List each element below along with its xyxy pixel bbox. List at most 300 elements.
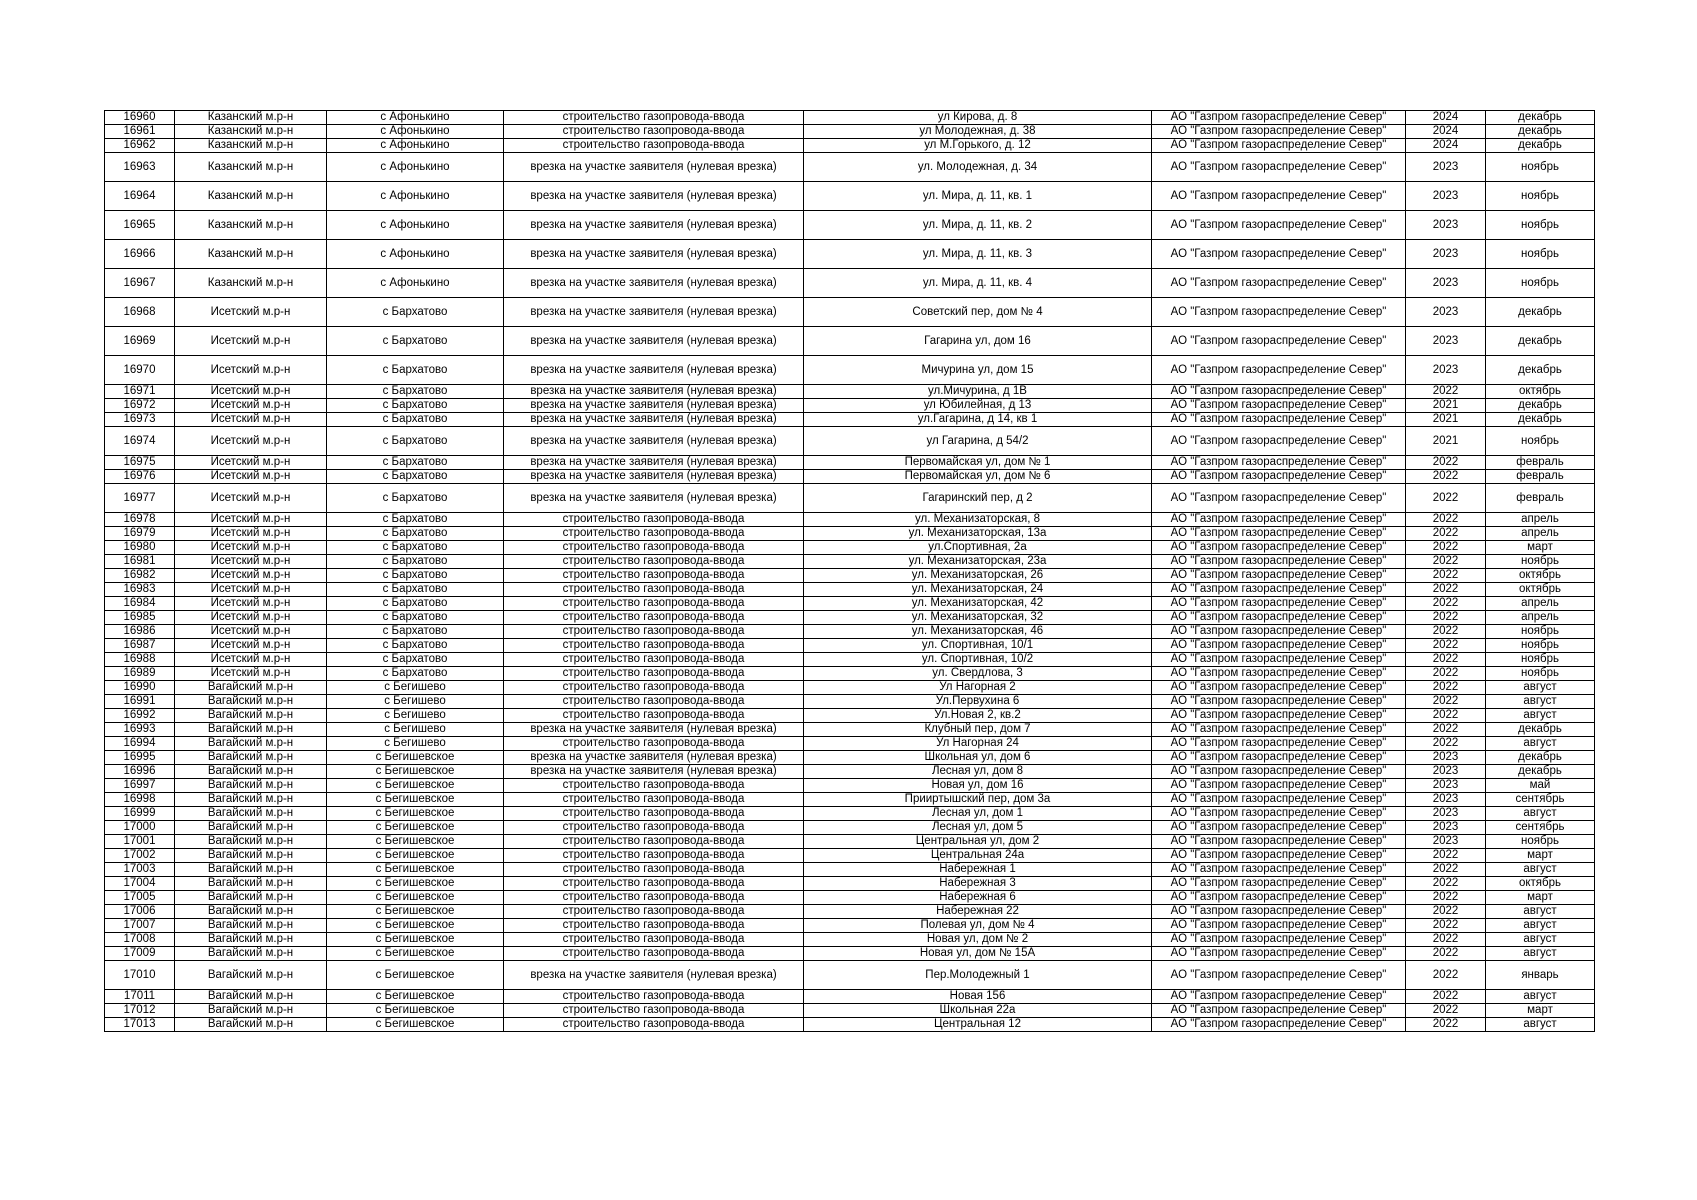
cell-month: декабрь [1486, 356, 1595, 385]
cell-settlement: с Бегишевское [327, 877, 504, 891]
cell-address: ул. Мира, д. 11, кв. 3 [804, 240, 1152, 269]
cell-address: Гагаринский пер, д 2 [804, 484, 1152, 513]
cell-organization: АО "Газпром газораспределение Север" [1152, 569, 1406, 583]
cell-year: 2022 [1406, 569, 1486, 583]
cell-number: 16990 [105, 681, 175, 695]
cell-year: 2022 [1406, 611, 1486, 625]
cell-address: Прииртышский пер, дом 3а [804, 793, 1152, 807]
cell-month: декабрь [1486, 399, 1595, 413]
cell-settlement: с Бархатово [327, 541, 504, 555]
cell-organization: АО "Газпром газораспределение Север" [1152, 597, 1406, 611]
cell-organization: АО "Газпром газораспределение Север" [1152, 990, 1406, 1004]
cell-district: Исетский м.р-н [175, 399, 327, 413]
cell-organization: АО "Газпром газораспределение Север" [1152, 139, 1406, 153]
cell-month: ноябрь [1486, 555, 1595, 569]
cell-month: январь [1486, 961, 1595, 990]
cell-district: Вагайский м.р-н [175, 877, 327, 891]
cell-organization: АО "Газпром газораспределение Север" [1152, 779, 1406, 793]
table-row [105, 470, 1595, 484]
cell-work-type: строительство газопровода-ввода [504, 541, 804, 555]
cell-number: 16973 [105, 413, 175, 427]
cell-work-type: строительство газопровода-ввода [504, 125, 804, 139]
cell-month: август [1486, 990, 1595, 1004]
table-row [105, 456, 1595, 470]
cell-settlement: с Бегишевское [327, 863, 504, 877]
cell-settlement: с Бегишевское [327, 947, 504, 961]
cell-address: ул.Мичурина, д 1В [804, 385, 1152, 399]
cell-year: 2021 [1406, 399, 1486, 413]
cell-settlement: с Бархатово [327, 356, 504, 385]
cell-number: 16992 [105, 709, 175, 723]
cell-work-type: строительство газопровода-ввода [504, 821, 804, 835]
cell-organization: АО "Газпром газораспределение Север" [1152, 639, 1406, 653]
cell-year: 2022 [1406, 385, 1486, 399]
cell-organization: АО "Газпром газораспределение Север" [1152, 583, 1406, 597]
cell-work-type: строительство газопровода-ввода [504, 555, 804, 569]
cell-number: 16974 [105, 427, 175, 456]
cell-organization: АО "Газпром газораспределение Север" [1152, 751, 1406, 765]
table-row [105, 779, 1595, 793]
cell-organization: АО "Газпром газораспределение Север" [1152, 793, 1406, 807]
cell-month: ноябрь [1486, 240, 1595, 269]
cell-work-type: строительство газопровода-ввода [504, 919, 804, 933]
table-row [105, 877, 1595, 891]
cell-year: 2022 [1406, 723, 1486, 737]
cell-number: 16972 [105, 399, 175, 413]
cell-settlement: с Афонькино [327, 111, 504, 125]
cell-year: 2021 [1406, 427, 1486, 456]
cell-organization: АО "Газпром газораспределение Север" [1152, 765, 1406, 779]
cell-work-type: строительство газопровода-ввода [504, 709, 804, 723]
cell-year: 2022 [1406, 737, 1486, 751]
cell-address: Первомайская ул, дом № 6 [804, 470, 1152, 484]
cell-address: ул.Спортивная, 2а [804, 541, 1152, 555]
cell-settlement: с Бархатово [327, 555, 504, 569]
cell-number: 16980 [105, 541, 175, 555]
cell-number: 16991 [105, 695, 175, 709]
cell-settlement: с Бегишевское [327, 1018, 504, 1032]
cell-district: Вагайский м.р-н [175, 821, 327, 835]
cell-address: ул. Механизаторская, 13а [804, 527, 1152, 541]
table-row [105, 356, 1595, 385]
cell-settlement: с Бегишевское [327, 1004, 504, 1018]
cell-settlement: с Афонькино [327, 125, 504, 139]
cell-number: 16982 [105, 569, 175, 583]
cell-settlement: с Бегишевское [327, 990, 504, 1004]
cell-district: Казанский м.р-н [175, 211, 327, 240]
cell-number: 16969 [105, 327, 175, 356]
cell-address: ул. Механизаторская, 8 [804, 513, 1152, 527]
cell-year: 2022 [1406, 933, 1486, 947]
cell-organization: АО "Газпром газораспределение Север" [1152, 327, 1406, 356]
cell-settlement: с Бегишевское [327, 919, 504, 933]
cell-district: Исетский м.р-н [175, 541, 327, 555]
cell-organization: АО "Газпром газораспределение Север" [1152, 399, 1406, 413]
cell-year: 2022 [1406, 877, 1486, 891]
cell-work-type: строительство газопровода-ввода [504, 625, 804, 639]
cell-month: октябрь [1486, 583, 1595, 597]
cell-work-type: строительство газопровода-ввода [504, 695, 804, 709]
cell-settlement: с Бархатово [327, 327, 504, 356]
cell-address: Школьная 22а [804, 1004, 1152, 1018]
cell-organization: АО "Газпром газораспределение Север" [1152, 961, 1406, 990]
cell-settlement: с Афонькино [327, 269, 504, 298]
cell-month: декабрь [1486, 298, 1595, 327]
cell-number: 16998 [105, 793, 175, 807]
cell-number: 17000 [105, 821, 175, 835]
table-row [105, 385, 1595, 399]
cell-year: 2023 [1406, 356, 1486, 385]
cell-work-type: строительство газопровода-ввода [504, 807, 804, 821]
cell-organization: АО "Газпром газораспределение Север" [1152, 877, 1406, 891]
cell-settlement: с Бегишевское [327, 891, 504, 905]
cell-work-type: строительство газопровода-ввода [504, 111, 804, 125]
cell-organization: АО "Газпром газораспределение Север" [1152, 737, 1406, 751]
table-row [105, 947, 1595, 961]
cell-month: октябрь [1486, 877, 1595, 891]
cell-settlement: с Бегишево [327, 681, 504, 695]
cell-month: апрель [1486, 597, 1595, 611]
cell-district: Исетский м.р-н [175, 427, 327, 456]
cell-number: 16975 [105, 456, 175, 470]
cell-work-type: строительство газопровода-ввода [504, 835, 804, 849]
cell-work-type: врезка на участке заявителя (нулевая врезка) [504, 456, 804, 470]
table-row [105, 863, 1595, 877]
cell-organization: АО "Газпром газораспределение Север" [1152, 821, 1406, 835]
cell-organization: АО "Газпром газораспределение Север" [1152, 541, 1406, 555]
table-row [105, 681, 1595, 695]
table-row [105, 653, 1595, 667]
cell-address: Гагарина ул, дом 16 [804, 327, 1152, 356]
cell-work-type: строительство газопровода-ввода [504, 863, 804, 877]
cell-settlement: с Бархатово [327, 625, 504, 639]
cell-month: декабрь [1486, 723, 1595, 737]
cell-year: 2022 [1406, 961, 1486, 990]
cell-organization: АО "Газпром газораспределение Север" [1152, 863, 1406, 877]
table-row [105, 611, 1595, 625]
cell-address: Лесная ул, дом 1 [804, 807, 1152, 821]
cell-number: 16965 [105, 211, 175, 240]
cell-organization: АО "Газпром газораспределение Север" [1152, 625, 1406, 639]
cell-number: 16971 [105, 385, 175, 399]
cell-month: сентябрь [1486, 793, 1595, 807]
cell-year: 2023 [1406, 835, 1486, 849]
cell-organization: АО "Газпром газораспределение Север" [1152, 933, 1406, 947]
cell-district: Вагайский м.р-н [175, 779, 327, 793]
cell-settlement: с Бегишево [327, 709, 504, 723]
cell-district: Исетский м.р-н [175, 583, 327, 597]
cell-number: 17010 [105, 961, 175, 990]
cell-district: Исетский м.р-н [175, 597, 327, 611]
cell-address: Ул Нагорная 24 [804, 737, 1152, 751]
cell-organization: АО "Газпром газораспределение Север" [1152, 470, 1406, 484]
cell-work-type: строительство газопровода-ввода [504, 849, 804, 863]
cell-year: 2022 [1406, 891, 1486, 905]
cell-organization: АО "Газпром газораспределение Север" [1152, 527, 1406, 541]
cell-year: 2021 [1406, 413, 1486, 427]
cell-year: 2022 [1406, 527, 1486, 541]
cell-address: ул. Спортивная, 10/2 [804, 653, 1152, 667]
cell-settlement: с Бархатово [327, 583, 504, 597]
cell-number: 16997 [105, 779, 175, 793]
cell-number: 16961 [105, 125, 175, 139]
cell-work-type: врезка на участке заявителя (нулевая врезка) [504, 399, 804, 413]
cell-settlement: с Афонькино [327, 240, 504, 269]
cell-month: декабрь [1486, 327, 1595, 356]
cell-month: ноябрь [1486, 625, 1595, 639]
cell-address: ул. Свердлова, 3 [804, 667, 1152, 681]
cell-organization: АО "Газпром газораспределение Север" [1152, 681, 1406, 695]
table-row [105, 597, 1595, 611]
cell-address: Набережная 1 [804, 863, 1152, 877]
cell-district: Исетский м.р-н [175, 653, 327, 667]
cell-district: Вагайский м.р-н [175, 919, 327, 933]
cell-month: ноябрь [1486, 211, 1595, 240]
cell-settlement: с Бархатово [327, 597, 504, 611]
cell-month: март [1486, 1004, 1595, 1018]
cell-work-type: строительство газопровода-ввода [504, 877, 804, 891]
cell-settlement: с Бегишевское [327, 849, 504, 863]
table-row [105, 153, 1595, 182]
cell-address: Центральная ул, дом 2 [804, 835, 1152, 849]
cell-year: 2023 [1406, 807, 1486, 821]
cell-district: Исетский м.р-н [175, 555, 327, 569]
cell-year: 2022 [1406, 863, 1486, 877]
cell-settlement: с Афонькино [327, 182, 504, 211]
cell-month: август [1486, 807, 1595, 821]
cell-month: ноябрь [1486, 269, 1595, 298]
cell-month: май [1486, 779, 1595, 793]
cell-number: 16988 [105, 653, 175, 667]
cell-settlement: с Афонькино [327, 139, 504, 153]
cell-address: Центральная 24а [804, 849, 1152, 863]
cell-district: Исетский м.р-н [175, 470, 327, 484]
cell-district: Вагайский м.р-н [175, 947, 327, 961]
cell-work-type: врезка на участке заявителя (нулевая врезка) [504, 961, 804, 990]
cell-year: 2022 [1406, 905, 1486, 919]
cell-address: ул. Механизаторская, 24 [804, 583, 1152, 597]
cell-organization: АО "Газпром газораспределение Север" [1152, 427, 1406, 456]
cell-year: 2024 [1406, 125, 1486, 139]
cell-month: ноябрь [1486, 153, 1595, 182]
cell-organization: АО "Газпром газораспределение Север" [1152, 667, 1406, 681]
cell-address: ул М.Горького, д. 12 [804, 139, 1152, 153]
cell-work-type: врезка на участке заявителя (нулевая врезка) [504, 182, 804, 211]
cell-month: декабрь [1486, 111, 1595, 125]
table-row [105, 891, 1595, 905]
cell-month: август [1486, 695, 1595, 709]
cell-number: 16968 [105, 298, 175, 327]
cell-settlement: с Афонькино [327, 211, 504, 240]
cell-month: ноябрь [1486, 639, 1595, 653]
cell-organization: АО "Газпром газораспределение Север" [1152, 891, 1406, 905]
cell-month: август [1486, 905, 1595, 919]
cell-month: март [1486, 891, 1595, 905]
cell-address: Первомайская ул, дом № 1 [804, 456, 1152, 470]
cell-year: 2022 [1406, 667, 1486, 681]
cell-district: Вагайский м.р-н [175, 990, 327, 1004]
cell-district: Казанский м.р-н [175, 153, 327, 182]
cell-year: 2022 [1406, 919, 1486, 933]
cell-district: Казанский м.р-н [175, 240, 327, 269]
cell-settlement: с Бегишево [327, 695, 504, 709]
cell-year: 2022 [1406, 1018, 1486, 1032]
table-row [105, 919, 1595, 933]
cell-organization: АО "Газпром газораспределение Север" [1152, 1018, 1406, 1032]
cell-work-type: врезка на участке заявителя (нулевая врезка) [504, 211, 804, 240]
cell-number: 16978 [105, 513, 175, 527]
cell-month: октябрь [1486, 569, 1595, 583]
cell-work-type: врезка на участке заявителя (нулевая врезка) [504, 427, 804, 456]
cell-organization: АО "Газпром газораспределение Север" [1152, 385, 1406, 399]
table-row [105, 1004, 1595, 1018]
cell-settlement: с Бегишевское [327, 779, 504, 793]
cell-work-type: врезка на участке заявителя (нулевая врезка) [504, 751, 804, 765]
cell-district: Исетский м.р-н [175, 527, 327, 541]
cell-number: 16987 [105, 639, 175, 653]
cell-address: Полевая ул, дом № 4 [804, 919, 1152, 933]
cell-year: 2023 [1406, 751, 1486, 765]
cell-district: Исетский м.р-н [175, 625, 327, 639]
table-row [105, 513, 1595, 527]
cell-organization: АО "Газпром газораспределение Север" [1152, 807, 1406, 821]
cell-month: август [1486, 681, 1595, 695]
cell-work-type: строительство газопровода-ввода [504, 990, 804, 1004]
cell-number: 17013 [105, 1018, 175, 1032]
cell-settlement: с Бархатово [327, 470, 504, 484]
cell-year: 2022 [1406, 990, 1486, 1004]
table-row [105, 125, 1595, 139]
cell-address: Школьная ул, дом 6 [804, 751, 1152, 765]
cell-district: Вагайский м.р-н [175, 863, 327, 877]
cell-address: ул Кирова, д. 8 [804, 111, 1152, 125]
table-row [105, 211, 1595, 240]
cell-year: 2023 [1406, 182, 1486, 211]
cell-year: 2024 [1406, 111, 1486, 125]
cell-month: декабрь [1486, 139, 1595, 153]
cell-address: Новая ул, дом 16 [804, 779, 1152, 793]
cell-year: 2022 [1406, 583, 1486, 597]
cell-month: ноябрь [1486, 182, 1595, 211]
cell-number: 17008 [105, 933, 175, 947]
cell-month: ноябрь [1486, 653, 1595, 667]
cell-year: 2023 [1406, 765, 1486, 779]
table-row [105, 737, 1595, 751]
cell-settlement: с Бархатово [327, 298, 504, 327]
cell-month: февраль [1486, 456, 1595, 470]
table-row [105, 695, 1595, 709]
cell-work-type: строительство газопровода-ввода [504, 653, 804, 667]
cell-district: Исетский м.р-н [175, 667, 327, 681]
cell-month: август [1486, 863, 1595, 877]
cell-number: 16996 [105, 765, 175, 779]
cell-address: Набережная 22 [804, 905, 1152, 919]
cell-year: 2023 [1406, 821, 1486, 835]
table-row [105, 240, 1595, 269]
cell-year: 2022 [1406, 541, 1486, 555]
cell-district: Исетский м.р-н [175, 456, 327, 470]
table-row [105, 327, 1595, 356]
cell-organization: АО "Газпром газораспределение Север" [1152, 611, 1406, 625]
cell-year: 2023 [1406, 153, 1486, 182]
cell-work-type: врезка на участке заявителя (нулевая врезка) [504, 269, 804, 298]
cell-district: Вагайский м.р-н [175, 737, 327, 751]
cell-district: Вагайский м.р-н [175, 793, 327, 807]
cell-organization: АО "Газпром газораспределение Север" [1152, 269, 1406, 298]
table-row [105, 933, 1595, 947]
table-row [105, 569, 1595, 583]
cell-work-type: строительство газопровода-ввода [504, 569, 804, 583]
cell-address: ул. Механизаторская, 23а [804, 555, 1152, 569]
cell-settlement: с Бархатово [327, 385, 504, 399]
table-row [105, 765, 1595, 779]
cell-organization: АО "Газпром газораспределение Север" [1152, 1004, 1406, 1018]
cell-address: ул.Гагарина, д 14, кв 1 [804, 413, 1152, 427]
cell-month: декабрь [1486, 751, 1595, 765]
cell-number: 16967 [105, 269, 175, 298]
cell-work-type: строительство газопровода-ввода [504, 947, 804, 961]
cell-number: 17001 [105, 835, 175, 849]
cell-organization: АО "Газпром газораспределение Север" [1152, 695, 1406, 709]
cell-month: декабрь [1486, 413, 1595, 427]
cell-work-type: строительство газопровода-ввода [504, 611, 804, 625]
cell-address: Ул.Первухина 6 [804, 695, 1152, 709]
cell-organization: АО "Газпром газораспределение Север" [1152, 709, 1406, 723]
table-row [105, 905, 1595, 919]
cell-year: 2022 [1406, 484, 1486, 513]
cell-month: август [1486, 933, 1595, 947]
cell-month: август [1486, 919, 1595, 933]
cell-settlement: с Бархатово [327, 527, 504, 541]
cell-settlement: с Бархатово [327, 484, 504, 513]
cell-work-type: строительство газопровода-ввода [504, 793, 804, 807]
cell-month: ноябрь [1486, 667, 1595, 681]
cell-address: Пер.Молодежный 1 [804, 961, 1152, 990]
cell-work-type: врезка на участке заявителя (нулевая врезка) [504, 240, 804, 269]
cell-organization: АО "Газпром газораспределение Север" [1152, 456, 1406, 470]
cell-work-type: строительство газопровода-ввода [504, 905, 804, 919]
cell-month: август [1486, 1018, 1595, 1032]
cell-settlement: с Бегишевское [327, 807, 504, 821]
table-row [105, 555, 1595, 569]
table-row [105, 111, 1595, 125]
cell-district: Исетский м.р-н [175, 611, 327, 625]
cell-district: Вагайский м.р-н [175, 1004, 327, 1018]
cell-year: 2022 [1406, 947, 1486, 961]
cell-address: ул. Молодежная, д. 34 [804, 153, 1152, 182]
cell-district: Исетский м.р-н [175, 413, 327, 427]
cell-number: 17006 [105, 905, 175, 919]
cell-year: 2022 [1406, 625, 1486, 639]
cell-district: Исетский м.р-н [175, 298, 327, 327]
cell-month: ноябрь [1486, 427, 1595, 456]
cell-district: Вагайский м.р-н [175, 905, 327, 919]
cell-work-type: врезка на участке заявителя (нулевая врезка) [504, 356, 804, 385]
table-row [105, 399, 1595, 413]
cell-settlement: с Бегишевское [327, 793, 504, 807]
cell-address: ул. Мира, д. 11, кв. 4 [804, 269, 1152, 298]
cell-address: Мичурина ул, дом 15 [804, 356, 1152, 385]
cell-number: 17004 [105, 877, 175, 891]
table-row [105, 583, 1595, 597]
cell-address: Новая ул, дом № 15А [804, 947, 1152, 961]
cell-district: Исетский м.р-н [175, 327, 327, 356]
cell-year: 2022 [1406, 709, 1486, 723]
table-row [105, 182, 1595, 211]
cell-number: 16960 [105, 111, 175, 125]
cell-organization: АО "Газпром газораспределение Север" [1152, 211, 1406, 240]
cell-address: ул Юбилейная, д 13 [804, 399, 1152, 413]
